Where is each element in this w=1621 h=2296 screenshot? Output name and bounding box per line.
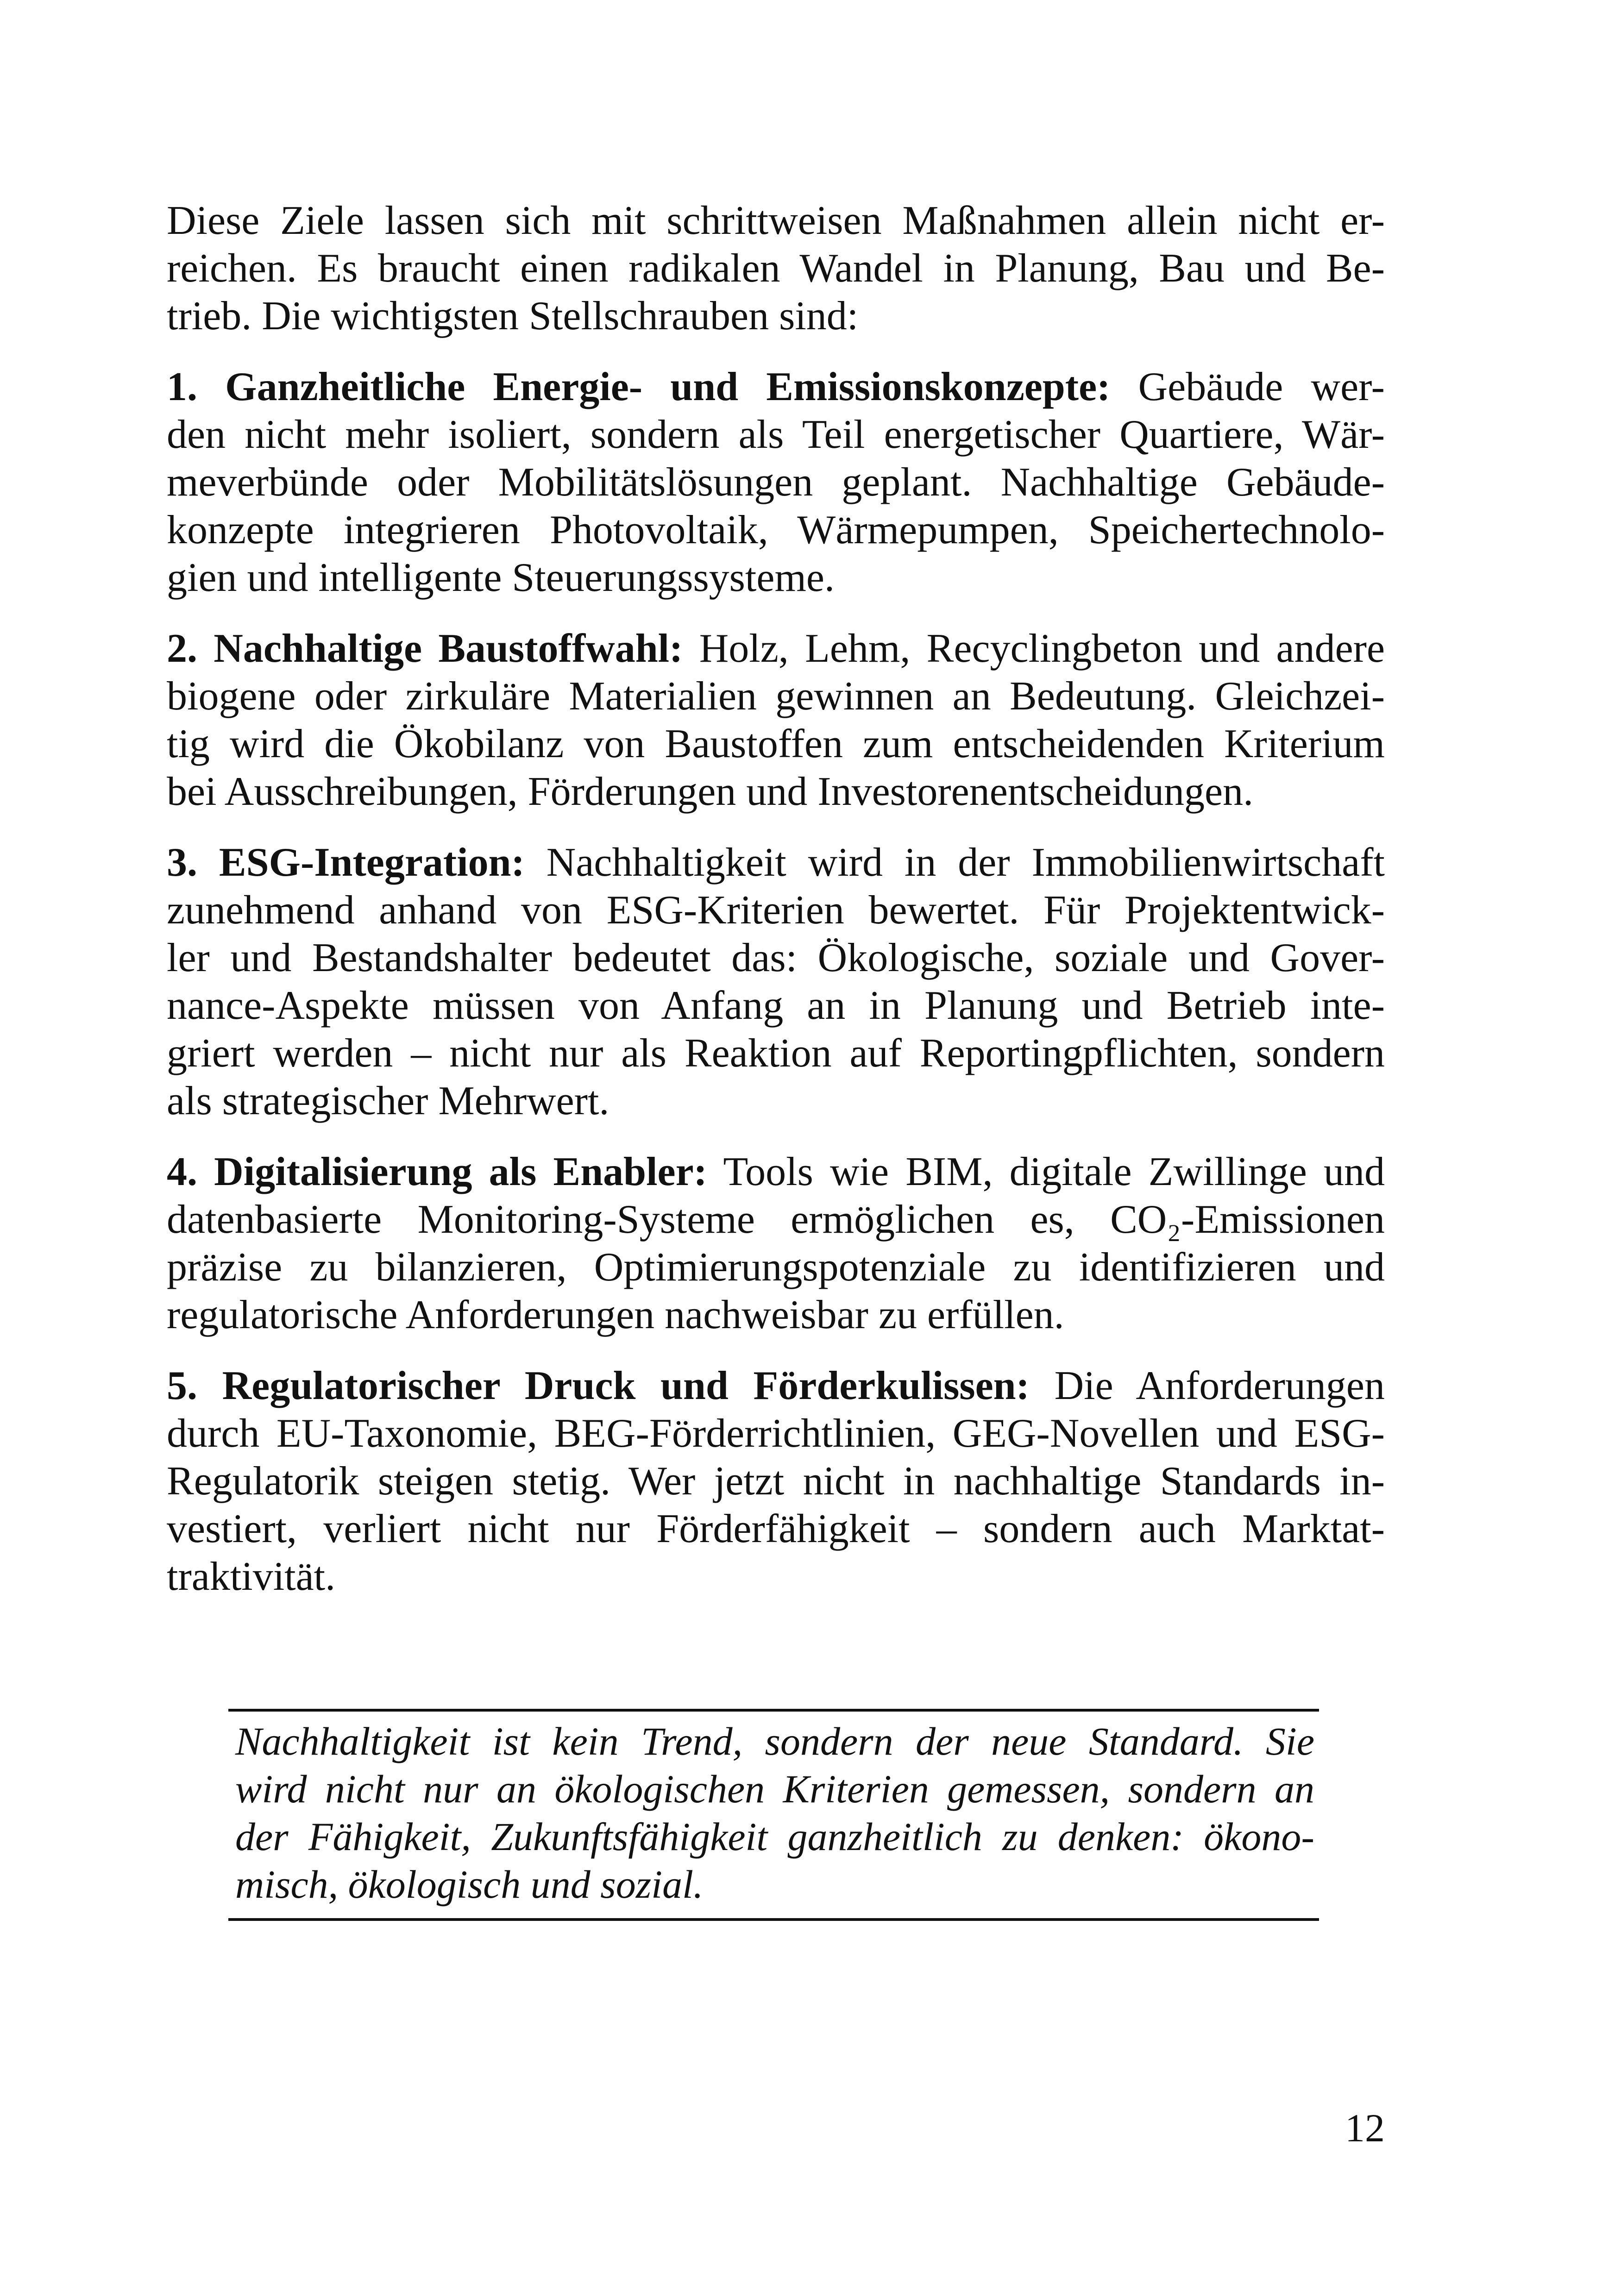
text-line bbox=[167, 363, 1385, 411]
text-line: regulatorische Anforderungen nachweisbar zu erfüllen. bbox=[167, 1292, 1064, 1337]
item-label: 4. Digitalisierung als Enabler: bbox=[167, 1149, 707, 1194]
item-3-paragraph bbox=[167, 839, 1385, 1125]
quote-line: misch, ökologisch und sozial. bbox=[235, 1862, 704, 1907]
intro-paragraph bbox=[167, 197, 1385, 340]
item-text: Tools wie BIM, digitale Zwillinge und bbox=[707, 1149, 1385, 1194]
text-line bbox=[167, 1362, 1385, 1410]
text-line: bei Ausschreibungen, Förderungen und Investorenentscheidungen. bbox=[167, 769, 1254, 814]
text-line: datenbasierte Monitoring-Systeme ermöglichen es, CO₂-Emissionen bbox=[167, 1197, 1385, 1242]
text-line: tig wird die Ökobilanz von Baustoffen zum entscheidenden Kriterium bbox=[167, 721, 1385, 766]
item-4-paragraph bbox=[167, 1148, 1385, 1339]
item-text: Die Anforderungen bbox=[1029, 1363, 1385, 1408]
text-line bbox=[167, 1148, 1385, 1196]
item-5-paragraph bbox=[167, 1362, 1385, 1600]
item-label: 5. Regulatorischer Druck und Förderkulissen: bbox=[167, 1363, 1030, 1408]
item-label: 3. ESG-Integration: bbox=[167, 840, 525, 885]
text-line: vestiert, verliert nicht nur Förderfähigkeit – sondern auch Marktat- bbox=[167, 1506, 1385, 1551]
pull-quote bbox=[228, 1709, 1319, 1921]
item-label: 1. Ganzheitliche Energie- und Emissionskonzepte: bbox=[167, 364, 1111, 409]
quote-line: wird nicht nur an ökologischen Kriterien gemessen, sondern an bbox=[235, 1767, 1314, 1811]
text-line: reichen. Es braucht einen radikalen Wandel in Planung, Bau und Be- bbox=[167, 246, 1385, 291]
text-line: den nicht mehr isoliert, sondern als Teil energetischer Quartiere, Wär- bbox=[167, 412, 1385, 457]
text-line: durch EU-Taxonomie, BEG-Förderrichtlinien, GEG-Novellen und ESG- bbox=[167, 1411, 1385, 1456]
item-text: Holz, Lehm, Recyclingbeton und andere bbox=[683, 626, 1385, 671]
item-label: 2. Nachhaltige Baustoffwahl: bbox=[167, 626, 683, 671]
text-line: konzepte integrieren Photovoltaik, Wärmepumpen, Speichertechnolo- bbox=[167, 508, 1385, 552]
item-2-paragraph bbox=[167, 625, 1385, 816]
text-line: präzise zu bilanzieren, Optimierungspotenziale zu identifizieren und bbox=[167, 1245, 1385, 1290]
body-text bbox=[167, 197, 1385, 1624]
text-line bbox=[167, 839, 1385, 886]
page-number: 12 bbox=[1345, 2106, 1385, 2150]
text-line: traktivität. bbox=[167, 1554, 336, 1599]
text-line: griert werden – nicht nur als Reaktion auf Reportingpflichten, sondern bbox=[167, 1031, 1385, 1076]
text-line: als strategischer Mehrwert. bbox=[167, 1079, 609, 1123]
text-line: Diese Ziele lassen sich mit schrittweisen Maßnahmen allein nicht er- bbox=[167, 198, 1385, 243]
item-text: Gebäude wer- bbox=[1110, 364, 1385, 409]
text-line: ler und Bestandshalter bedeutet das: Ökologische, soziale und Gover- bbox=[167, 935, 1385, 980]
quote-line: Nachhaltigkeit ist kein Trend, sondern der neue Standard. Sie bbox=[235, 1719, 1314, 1763]
text-line: nance-Aspekte müssen von Anfang an in Planung und Betrieb inte- bbox=[167, 983, 1385, 1028]
item-1-paragraph bbox=[167, 363, 1385, 602]
text-line bbox=[167, 625, 1385, 672]
text-line: zunehmend anhand von ESG-Kriterien bewertet. Für Projektentwick- bbox=[167, 888, 1385, 933]
item-text: Nachhaltigkeit wird in der Immobilienwirtschaft bbox=[524, 840, 1385, 885]
text-line: meverbünde oder Mobilitätslösungen geplant. Nachhaltige Gebäude- bbox=[167, 460, 1385, 505]
text-line: biogene oder zirkuläre Materialien gewinnen an Bedeutung. Gleichzei- bbox=[167, 674, 1385, 719]
text-line: trieb. Die wichtigsten Stellschrauben sind: bbox=[167, 294, 859, 339]
quote-line: der Fähigkeit, Zukunftsfähigkeit ganzheitlich zu denken: ökono- bbox=[235, 1814, 1314, 1859]
text-line: gien und intelligente Steuerungssysteme. bbox=[167, 555, 835, 600]
text-line: Regulatorik steigen stetig. Wer jetzt nicht in nachhaltige Standards in- bbox=[167, 1459, 1385, 1504]
